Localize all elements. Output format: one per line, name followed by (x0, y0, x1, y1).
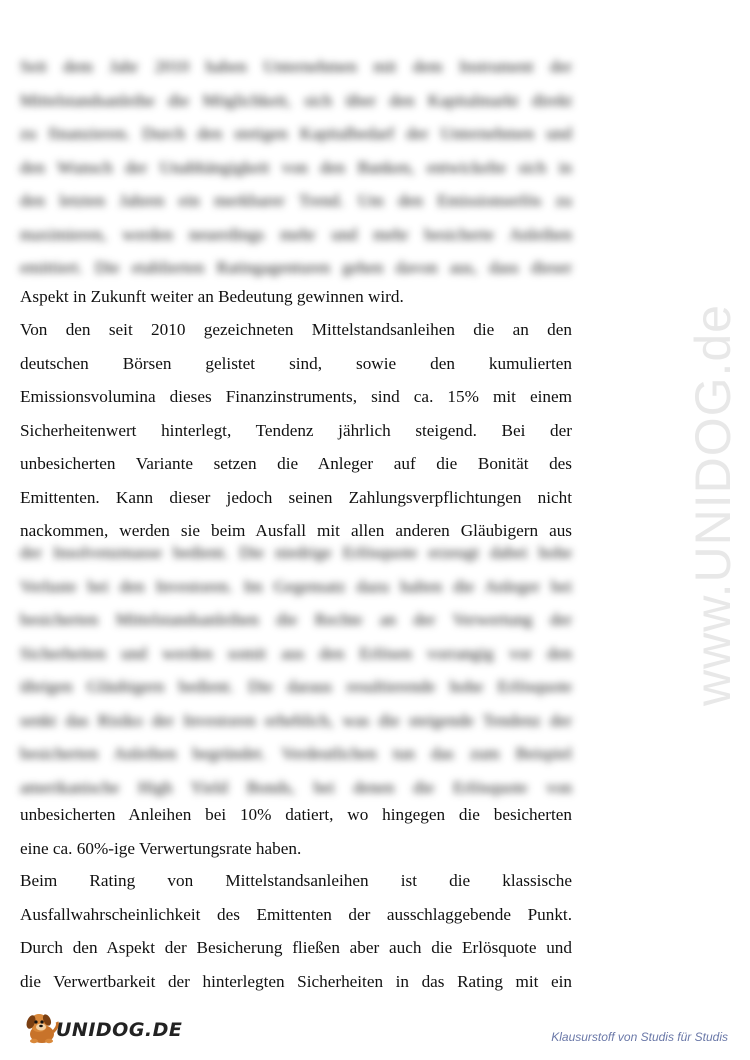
text-line: senkt das Risiko der Investoren erheblich, was die steigende Tendenz der (20, 710, 572, 730)
text-line: Aspekt in Zukunft weiter an Bedeutung gewinnen wird. (20, 287, 404, 306)
text-line: nackommen, werden sie beim Ausfall mit allen anderen Gläubigern aus (20, 521, 572, 540)
text-line: besicherten Mittelstandsanleihen die Rechte an der Verwertung der (20, 610, 572, 629)
text-line: Mittelstandsanleihe die Möglichkeit, sich über den Kapitalmarkt direkt (20, 90, 572, 110)
text-line: unbesicherten Anleihen bei 10% datiert, wo hingegen die besicherten (20, 805, 572, 824)
text-line: Emittenten. Kann dieser jedoch seinen Zahlungsverpflichtungen nicht (20, 487, 572, 507)
text-line: die Verwertbarkeit der hinterlegten Sicherheiten in das Rating mit ein (20, 971, 572, 991)
text-line: den letzten Jahren ein merkbarer Trend. Um den Emissionserlös zu (20, 191, 572, 210)
text-line: übrigen Gläubigern bedient. Die daraus resultierende hohe Erlösquote (20, 677, 572, 696)
blurred-paragraph-top (20, 50, 572, 285)
text-line: amerikanische High Yield Bonds, bei denen die Erlösquote von (20, 777, 572, 797)
watermark-text: www.UNIDOG.de (685, 304, 741, 706)
footer-tagline: Klausurstoff von Studis für Studis (551, 1030, 728, 1044)
paragraph-4 (20, 864, 572, 998)
text-line: Verluste bei den Investoren. Im Gegensatz dazu halten die Anleger bei (20, 576, 572, 596)
text-line: der Insolvenzmasse bedient. Die niedrige Erlösquote erzeugt dabei hohe (20, 543, 572, 562)
text-line: eine ca. 60%-ige Verwertungsrate haben. (20, 838, 302, 858)
text-line: maximieren, werden neuerdings mehr und mehr besicherte Anleihen (20, 224, 572, 244)
dog-mascot-icon (22, 1010, 60, 1051)
text-line: besicherten Anleihen begründet. Verdeutlichen tun das zum Beispiel (20, 744, 572, 763)
logo-wordmark: UNIDOG.DE (56, 1019, 183, 1041)
text-line: deutschen Börsen gelistet sind, sowie den kumulierten (20, 353, 572, 373)
text-line: Durch den Aspekt der Besicherung fließen aber auch die Erlösquote und (20, 938, 572, 957)
paragraph-2 (20, 313, 572, 548)
paragraph-1-end (20, 280, 572, 314)
footer-logo[interactable] (22, 1010, 182, 1050)
paragraph-3-end (20, 798, 572, 865)
text-line: Beim Rating von Mittelstandsanleihen ist die klassische (20, 871, 572, 890)
text-line: Seit dem Jahr 2010 haben Unternehmen mit dem Instrument der (20, 57, 572, 76)
text-line: Von den seit 2010 gezeichneten Mittelstandsanleihen die an den (20, 320, 572, 339)
text-line: Sicherheiten und werden somit aus den Erlösen vorrangig vor den (20, 643, 572, 663)
text-line: den Wunsch der Unabhängigkeit von den Banken, entwickelte sich in (20, 157, 572, 177)
text-line: Sicherheitenwert hinterlegt, Tendenz jährlich steigend. Bei der (20, 420, 572, 440)
text-line: Emissionsvolumina dieses Finanzinstruments, sind ca. 15% mit einem (20, 387, 572, 406)
text-line: zu finanzieren. Durch den stetigen Kapitalbedarf der Unternehmen und (20, 124, 572, 143)
text-line: Ausfallwahrscheinlichkeit des Emittenten der ausschlaggebende Punkt. (20, 904, 572, 924)
text-line: emittiert. Die etablierten Ratingagenturen gehen davon aus, dass dieser (20, 258, 572, 277)
text-line: unbesicherten Variante setzen die Anleger auf die Bonität des (20, 454, 572, 473)
blurred-paragraph-middle (20, 536, 572, 804)
